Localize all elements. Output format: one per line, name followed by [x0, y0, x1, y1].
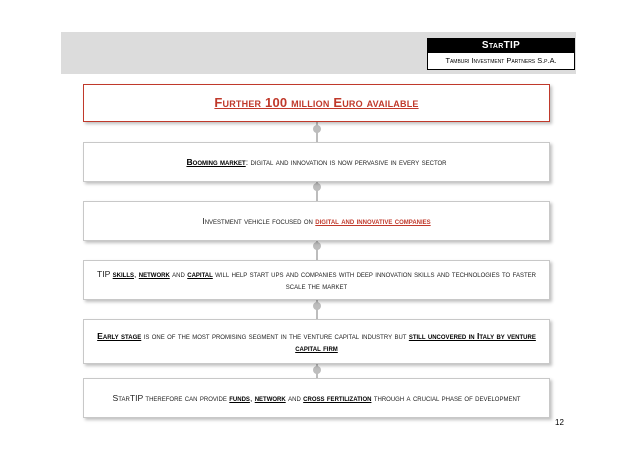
point-text-mid: is one of the most promising segment in the venture capital industry but [141, 330, 409, 341]
logo-title: StarTIP [428, 39, 574, 53]
point-text-pre: TIP [97, 269, 113, 279]
point-text [90, 268, 543, 292]
separator: , [249, 393, 255, 403]
point-text [113, 392, 521, 404]
separator: and [169, 269, 188, 279]
timeline-dot [313, 302, 321, 310]
emphasis-cross-fertilization: cross fertilization [303, 393, 372, 403]
emphasis-digital-innovative: digital and innovative companies [315, 216, 431, 226]
logo-subtitle: Tamburi Investment Partners S.p.A. [445, 56, 557, 65]
point-text-rest: through a crucial phase of development [371, 393, 521, 403]
emphasis-funds: funds [229, 393, 250, 403]
point-text [90, 330, 543, 354]
point-text-rest: will help start ups and companies with deep innovation skills and technologies to faster scale the market [212, 269, 536, 291]
timeline-dot [313, 125, 321, 133]
point-box-investment-vehicle [83, 201, 550, 241]
point-box-startip-provide [83, 378, 550, 418]
separator: and [285, 393, 304, 403]
headline-box [83, 84, 550, 122]
emphasis-skills: skills [112, 269, 134, 279]
startip-logo [427, 38, 575, 70]
page-number: 12 [555, 418, 564, 427]
emphasis-capital: capital [187, 269, 213, 279]
timeline-dot [313, 366, 321, 374]
emphasis-still-uncovered: still uncovered in Italy by venture capital firm [295, 330, 536, 353]
timeline-dot [313, 183, 321, 191]
point-box-booming-market [83, 142, 550, 182]
timeline-dot [313, 242, 321, 250]
emphasis-network: network [254, 393, 286, 403]
point-text [186, 156, 446, 168]
emphasis-network: network [138, 269, 170, 279]
point-text-pre: Investment vehicle focused on [202, 216, 316, 226]
point-box-early-stage [83, 319, 550, 364]
separator: , [134, 269, 139, 279]
emphasis-early-stage: Early stage [97, 330, 142, 341]
point-text-pre: StarTIP therefore can provide [112, 393, 230, 403]
point-text [202, 215, 430, 227]
emphasis-booming-market: Booming market [186, 157, 246, 167]
point-box-tip-skills [83, 260, 550, 300]
headline-text: Further 100 million Euro available [214, 95, 419, 110]
point-text-rest: : digital and innovation is now pervasive in every sector [245, 157, 447, 167]
